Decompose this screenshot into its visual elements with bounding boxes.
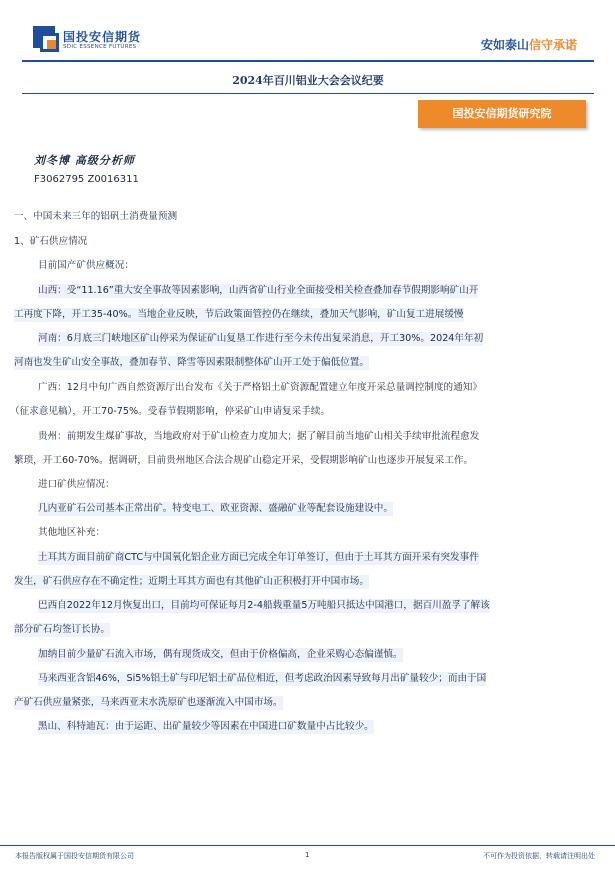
paragraph-line: 黑山、科特迪瓦：由于运距、出矿量较少等因素在中国进口矿数量中占比较少。 [38,721,374,732]
paragraph-line: 贵州：前期发生煤矿事故，当地政府对于矿山检查力度加大；据了解目前当地矿山相关手续审批流程愈发 [38,431,480,442]
paragraph-line: 部分矿石均签订长协。 [14,624,110,635]
brand-name-en: SDIC ESSENCE FUTURES [63,44,137,50]
paragraph-line: 繁琐，开工60-70%。据调研，目前贵州地区合法合规矿山稳定开采，受假期影响矿山也逐步开展复采工作。 [14,455,474,466]
analyst-ids: F3062795 Z0016311 [34,174,139,185]
paragraph-line: 产矿石供应量紧张，马来西亚末水洗原矿也逐渐流入中国市场。 [14,697,283,708]
slogan-part1: 安如泰山 [480,38,529,52]
paragraph-line: 河南：6月底三门峡地区矿山停采为保证矿山复垦工作进行至今未传出复采消息，开工30%。2024年年初 [38,333,484,344]
title-bar [22,69,594,94]
brand-name-cn: 国投安信期货 [63,30,142,44]
paragraph-line: 河南也发生矿山安全事故，叠加春节、降雪等因素限制整体矿山开工处于偏低位置。 [14,357,369,368]
company-logo-icon [33,26,59,52]
paragraph-line: 目前国产矿供应概况： [38,260,134,271]
slogan-part2: 信守承诺 [528,38,577,52]
paragraph-line: 巴西自2022年12月恢复出口，目前均可保证每月2-4船载重量5万吨船只抵达中国港口，据百川盈孚了解该 [38,600,490,611]
footer-disclaimer: 不可作为投资依据，转载请注明出处 [483,852,595,860]
paragraph-line: 几内亚矿石公司基本正常出矿。特变电工、欧亚资源、盛融矿业等配套设施建设中。 [38,503,393,514]
paragraph-line: 山西：受“11.16”重大安全事故等因素影响，山西省矿山行业全面接受相关检查叠加春节假期影响矿山开 [38,285,479,296]
paragraph-line: 工再度下降，开工35-40%。当地企业反映，节后政策面管控仍在继续，叠加天气影响，矿山复工进展缓慢 [14,309,464,320]
analyst-name: 刘冬博 高级分析师 [34,154,135,167]
institute-badge: 国投安信期货研究院 [418,100,586,128]
footer-divider [0,845,615,846]
header-divider [22,60,594,62]
paragraph-line: 进口矿供应情况： [38,479,115,490]
footer-copyright: 本报告版权属于国投安信期货有限公司 [15,852,134,860]
slogan [481,36,577,53]
paragraph-line: 广西：12月中旬广西自然资源厅出台发布《关于严格铝土矿资源配置建立年度开采总量调控制度的通知》 [38,382,482,393]
paragraph-line: 加纳目前少量矿石流入市场，偶有现货成交，但由于价格偏高，企业采购心态偏谨慎。 [38,649,403,660]
page-header [0,0,615,62]
subsection-heading: 1、矿石供应情况 [14,236,88,247]
report-title: 2024年百川铝业大会会议纪要 [232,74,384,87]
page-number: 1 [305,851,310,859]
paragraph-line: 马来西亚含铝46%，Si5%铝土矿与印尼铝土矿品位相近，但考虑政治因素导致每月出矿量较少；而由于国 [38,673,487,684]
paragraph-line: 土耳其方面目前矿商CTC与中国氧化铝企业方面已完成全年订单签订，但由于土耳其方面开采有突发事件 [38,552,479,563]
paragraph-line: 发生，矿石供应存在不确定性；近期土耳其方面也有其他矿山正积极打开中国市场。 [14,576,369,587]
section-heading: 一、中国未来三年的铝矾土消费量预测 [14,211,178,222]
paragraph-line: 其他地区补充： [38,527,106,538]
paragraph-line: （征求意见稿），开工70-75%。受春节假期影响，停采矿山申请复采手续。 [10,406,331,417]
